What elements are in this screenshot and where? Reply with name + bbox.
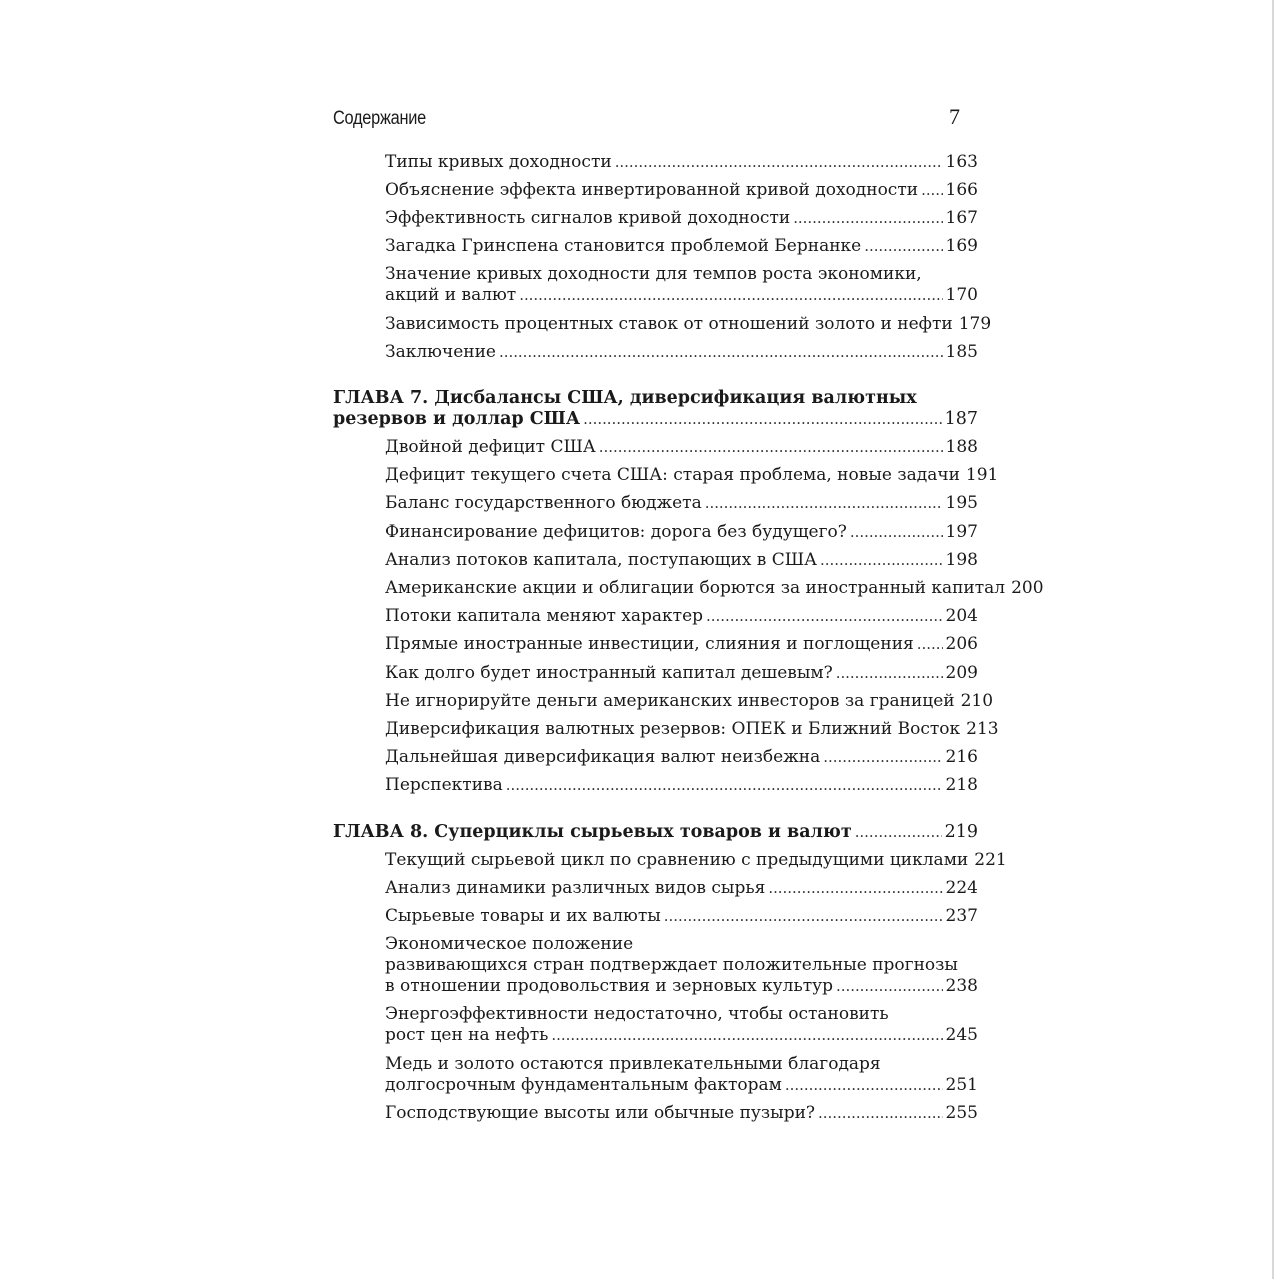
section-entry[interactable] — [333, 546, 978, 574]
entry-title-line: Эффективность сигналов кривой доходности — [385, 207, 791, 228]
entry-title-line: долгосрочным фундаментальным факторам — [385, 1074, 782, 1095]
dot-leader — [836, 663, 943, 684]
entry-title-line: Финансирование дефицитов: дорога без будущего? — [385, 521, 847, 542]
entry-page-number: 200 — [1011, 578, 1044, 599]
entry-title-line: ГЛАВА 8. Суперциклы сырьевых товаров и валют — [333, 821, 852, 842]
entry-page-number: 169 — [945, 236, 978, 257]
entry-page-number: 209 — [945, 662, 978, 683]
entry-page-number: 221 — [974, 849, 1007, 870]
entry-title-line: Текущий сырьевой цикл по сравнению с предыдущими циклами — [385, 849, 969, 870]
dot-leader — [506, 775, 943, 796]
dot-leader — [785, 1075, 943, 1096]
entry-page-number: 224 — [945, 877, 978, 898]
entry-page-number: 195 — [945, 493, 978, 514]
entry-page-number: 210 — [960, 690, 994, 711]
dot-leader — [499, 342, 943, 363]
section-entry[interactable] — [333, 687, 994, 715]
section-entry[interactable] — [333, 1099, 978, 1127]
entry-page-number: 170 — [945, 285, 978, 306]
entry-title-line: Дефицит текущего счета США: старая проблема, новые задачи — [385, 465, 960, 486]
section-entry[interactable] — [333, 1001, 978, 1050]
dot-leader — [850, 522, 943, 543]
entry-title-line: Зависимость процентных ставок от отношений золото и нефти — [385, 313, 953, 334]
entry-page-number: 198 — [945, 549, 978, 570]
page-edge — [1272, 0, 1274, 1279]
entry-page-number: 185 — [945, 341, 978, 362]
section-entry[interactable] — [333, 715, 999, 743]
section-entry[interactable] — [333, 603, 978, 631]
entry-title-line: ГЛАВА 7. Дисбалансы США, диверсификация валютных — [333, 387, 917, 408]
entry-title-line: Господствующие высоты или обычные пузыри? — [385, 1102, 816, 1123]
entry-title-line: Медь и золото остаются привлекательными благодаря — [385, 1053, 881, 1074]
section-entry[interactable] — [333, 518, 978, 546]
entry-page-number: 204 — [945, 606, 978, 627]
dot-leader — [664, 906, 943, 927]
section-entry[interactable] — [333, 462, 999, 490]
entry-page-number: 255 — [945, 1102, 978, 1123]
toc-section — [333, 384, 1044, 800]
section-entry[interactable] — [333, 148, 978, 176]
entry-title-line: Американские акции и облигации борются за иностранный капитал — [385, 578, 1006, 599]
entry-title-line: Заключение — [385, 341, 496, 362]
entry-page-number: 187 — [944, 408, 978, 429]
dot-leader — [820, 550, 943, 571]
dot-leader — [706, 606, 943, 627]
dot-leader — [793, 208, 942, 229]
entry-page-number: 216 — [945, 747, 978, 768]
entry-title-line: Прямые иностранные инвестиции, слияния и поглощения — [385, 634, 914, 655]
entry-title-line: Баланс государственного бюджета — [385, 493, 702, 514]
entry-title-line: Объяснение эффекта инвертированной кривой доходности — [385, 179, 919, 200]
dot-leader — [823, 747, 942, 768]
dot-leader — [615, 152, 943, 173]
dot-leader — [768, 878, 942, 899]
dot-leader — [519, 285, 942, 306]
entry-title-line: Перспектива — [385, 775, 503, 796]
table-of-contents — [333, 148, 1044, 1127]
section-entry[interactable] — [333, 310, 992, 338]
section-entry[interactable] — [333, 874, 978, 902]
entry-title-line: Анализ потоков капитала, поступающих в США — [385, 549, 818, 570]
entry-page-number: 237 — [945, 906, 978, 927]
page-number: 7 — [949, 104, 960, 129]
chapter-entry[interactable] — [333, 384, 978, 433]
entry-page-number: 167 — [945, 207, 978, 228]
entry-page-number: 166 — [945, 179, 978, 200]
entry-page-number: 188 — [945, 437, 978, 458]
dot-leader — [551, 1025, 942, 1046]
chapter-entry[interactable] — [333, 818, 978, 846]
entry-page-number: 213 — [966, 718, 999, 739]
section-entry[interactable] — [333, 931, 978, 1001]
entry-title-line: Экономическое положение — [385, 934, 634, 955]
section-entry[interactable] — [333, 261, 978, 310]
entry-title-line: развивающихся стран подтверждает положительные прогнозы — [385, 955, 958, 976]
dot-leader — [705, 493, 943, 514]
entry-title-line: в отношении продовольствия и зерновых культур — [385, 976, 833, 997]
entry-page-number: 251 — [945, 1074, 978, 1095]
entry-title-line: Загадка Гринспена становится проблемой Бернанке — [385, 236, 862, 257]
section-entry[interactable] — [333, 631, 978, 659]
entry-page-number: 197 — [945, 521, 978, 542]
section-entry[interactable] — [333, 338, 978, 366]
dot-leader — [855, 822, 942, 843]
entry-title-line: Потоки капитала меняют характер — [385, 606, 704, 627]
dot-leader — [917, 634, 943, 655]
entry-page-number: 163 — [945, 151, 978, 172]
entry-title-line: Не игнорируйте деньги американских инвесторов за границей — [385, 690, 955, 711]
entry-page-number: 219 — [944, 821, 978, 842]
section-entry[interactable] — [333, 659, 978, 687]
entry-page-number: 218 — [945, 775, 978, 796]
dot-leader — [818, 1103, 943, 1124]
entry-page-number: 238 — [945, 976, 978, 997]
entry-title-line: Диверсификация валютных резервов: ОПЕК и Ближний Восток — [385, 718, 961, 739]
entry-title-line: рост цен на нефть — [385, 1025, 549, 1046]
toc-section — [333, 148, 992, 366]
dot-leader — [921, 180, 942, 201]
section-entry[interactable] — [333, 903, 978, 931]
section-entry[interactable] — [333, 846, 1007, 874]
section-entry[interactable] — [333, 176, 978, 204]
section-entry[interactable] — [333, 772, 978, 800]
entry-title-line: резервов и доллар США — [333, 408, 581, 429]
entry-title-line: Сырьевые товары и их валюты — [385, 906, 661, 927]
dot-leader — [864, 236, 942, 257]
entry-page-number: 245 — [945, 1025, 978, 1046]
section-entry[interactable] — [333, 574, 1044, 602]
section-entry[interactable] — [333, 490, 978, 518]
section-entry[interactable] — [333, 1050, 978, 1099]
entry-title-line: Дальнейшая диверсификация валют неизбежна — [385, 747, 821, 768]
running-head-title: Содержание — [333, 108, 426, 129]
entry-title-line: Значение кривых доходности для темпов роста экономики, — [385, 264, 922, 285]
section-entry[interactable] — [333, 233, 978, 261]
toc-section — [333, 818, 1007, 1128]
section-entry[interactable] — [333, 204, 978, 232]
dot-leader — [583, 409, 941, 430]
entry-title-line: акций и валют — [385, 285, 517, 306]
dot-leader — [836, 976, 943, 997]
entry-title-line: Как долго будет иностранный капитал дешевым? — [385, 662, 833, 683]
entry-page-number: 206 — [945, 634, 978, 655]
entry-title-line: Типы кривых доходности — [385, 151, 612, 172]
section-entry[interactable] — [333, 434, 978, 462]
dot-leader — [599, 437, 943, 458]
entry-page-number: 179 — [958, 313, 992, 334]
section-entry[interactable] — [333, 744, 978, 772]
entry-title-line: Энергоэффективности недостаточно, чтобы остановить — [385, 1004, 889, 1025]
running-head — [333, 104, 960, 130]
entry-title-line: Двойной дефицит США — [385, 437, 596, 458]
entry-title-line: Анализ динамики различных видов сырья — [385, 877, 766, 898]
entry-page-number: 191 — [965, 465, 999, 486]
